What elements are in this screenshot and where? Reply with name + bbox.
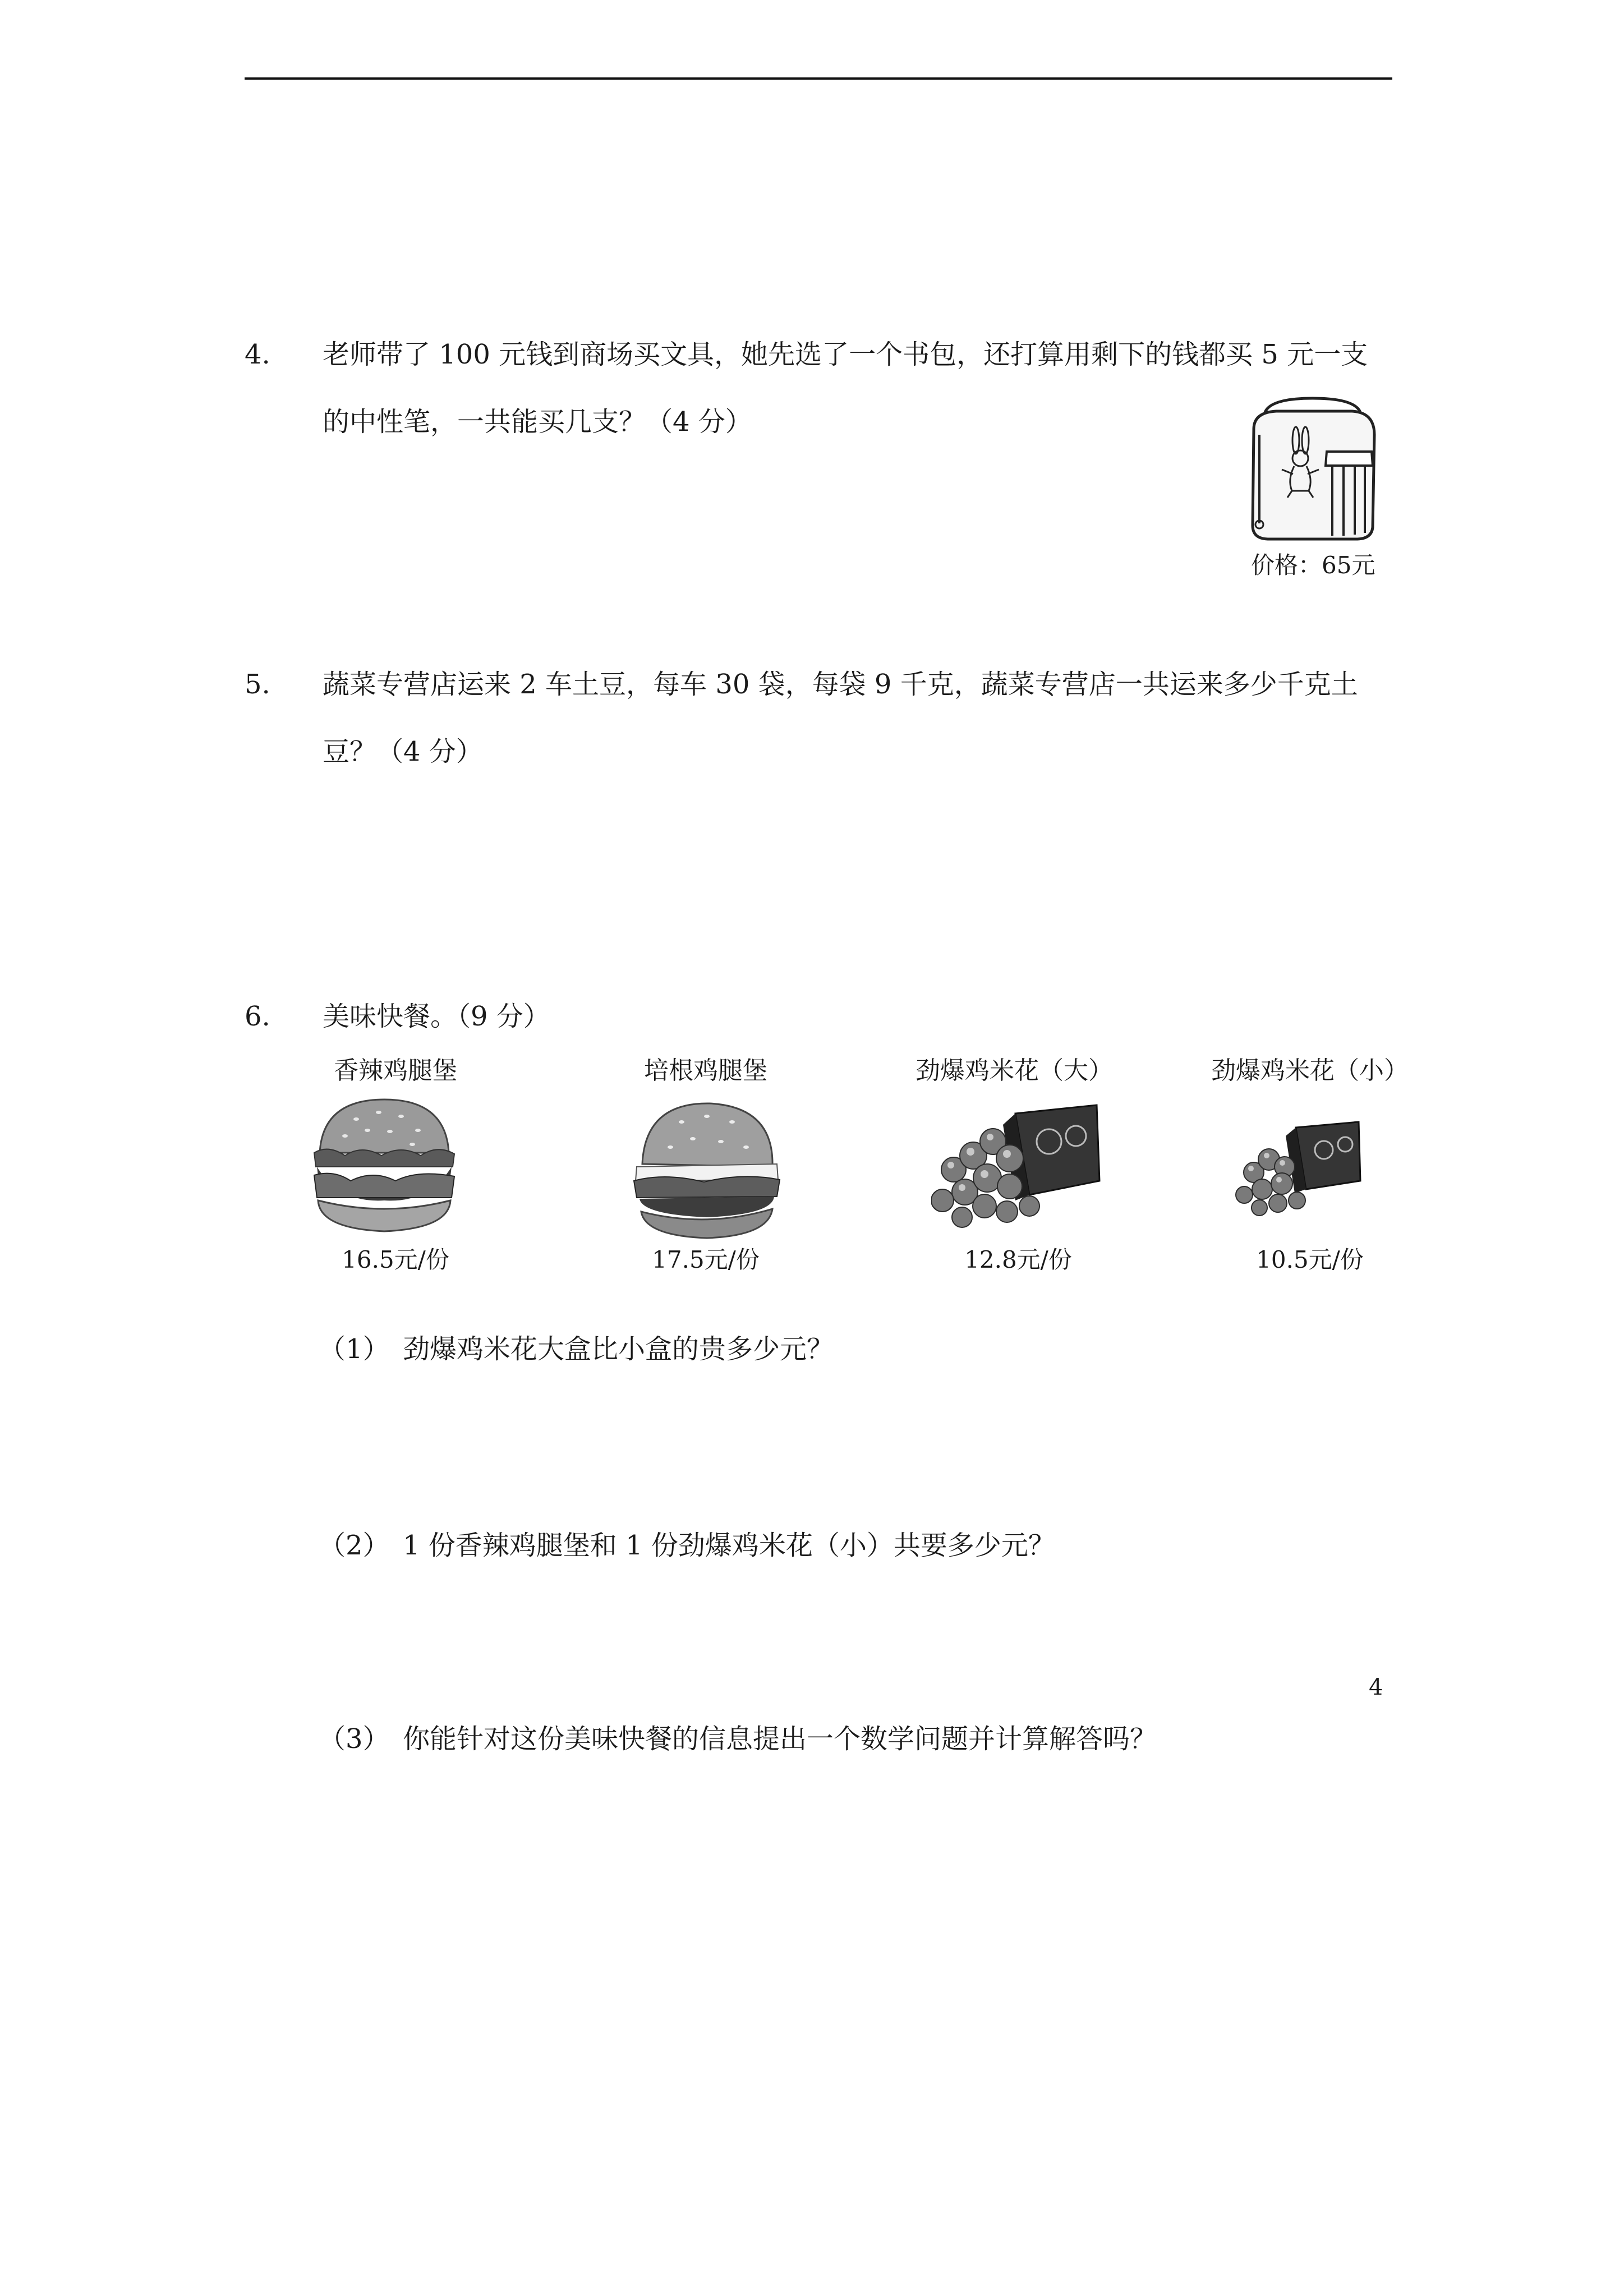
popcorn-chicken-icon bbox=[1234, 1119, 1363, 1217]
food-item-label: 培根鸡腿堡 bbox=[644, 1056, 767, 1085]
page-number: 4 bbox=[1369, 1674, 1383, 1700]
food-item-label: 香辣鸡腿堡 bbox=[334, 1056, 457, 1085]
question-5-line-1: 蔬菜专营店运来 2 车土豆，每车 30 袋，每袋 9 千克，蔬菜专营店一共运来多少千克土 bbox=[323, 669, 1358, 700]
burger-icon bbox=[306, 1091, 463, 1243]
sub-question-1-number: （1） bbox=[319, 1333, 390, 1365]
header-rule bbox=[245, 77, 1392, 80]
popcorn-chicken-icon bbox=[931, 1102, 1105, 1231]
question-6-title: 美味快餐。（9 分） bbox=[323, 1001, 550, 1032]
food-item-price: 16.5元/份 bbox=[342, 1246, 449, 1273]
sub-question-3-number: （3） bbox=[319, 1723, 390, 1755]
food-item-label: 劲爆鸡米花（大） bbox=[915, 1056, 1113, 1085]
burger-icon bbox=[625, 1097, 788, 1243]
backpack-icon bbox=[1243, 395, 1383, 544]
question-4-line-2: 的中性笔，一共能买几支？（4 分） bbox=[323, 406, 752, 438]
sub-question-3-text: 你能针对这份美味快餐的信息提出一个数学问题并计算解答吗？ bbox=[403, 1723, 1157, 1755]
question-4-line-1: 老师带了 100 元钱到商场买文具，她先选了一个书包，还打算用剩下的钱都买 5 元一支 bbox=[323, 339, 1368, 370]
question-5-number: 5. bbox=[245, 669, 270, 700]
food-item-price: 17.5元/份 bbox=[652, 1246, 760, 1273]
question-6-number: 6. bbox=[245, 1001, 270, 1032]
sub-question-1-text: 劲爆鸡米花大盒比小盒的贵多少元？ bbox=[403, 1333, 834, 1365]
question-4-number: 4. bbox=[245, 339, 270, 370]
sub-question-2-text: 1 份香辣鸡腿堡和 1 份劲爆鸡米花（小）共要多少元？ bbox=[403, 1530, 1055, 1561]
question-5-line-2: 豆？（4 分） bbox=[323, 736, 483, 767]
backpack-price: 价格：65元 bbox=[1251, 551, 1375, 579]
food-item-price: 12.8元/份 bbox=[964, 1246, 1072, 1273]
food-item-price: 10.5元/份 bbox=[1256, 1246, 1364, 1273]
food-item-label: 劲爆鸡米花（小） bbox=[1211, 1056, 1409, 1085]
sub-question-2-number: （2） bbox=[319, 1530, 390, 1561]
